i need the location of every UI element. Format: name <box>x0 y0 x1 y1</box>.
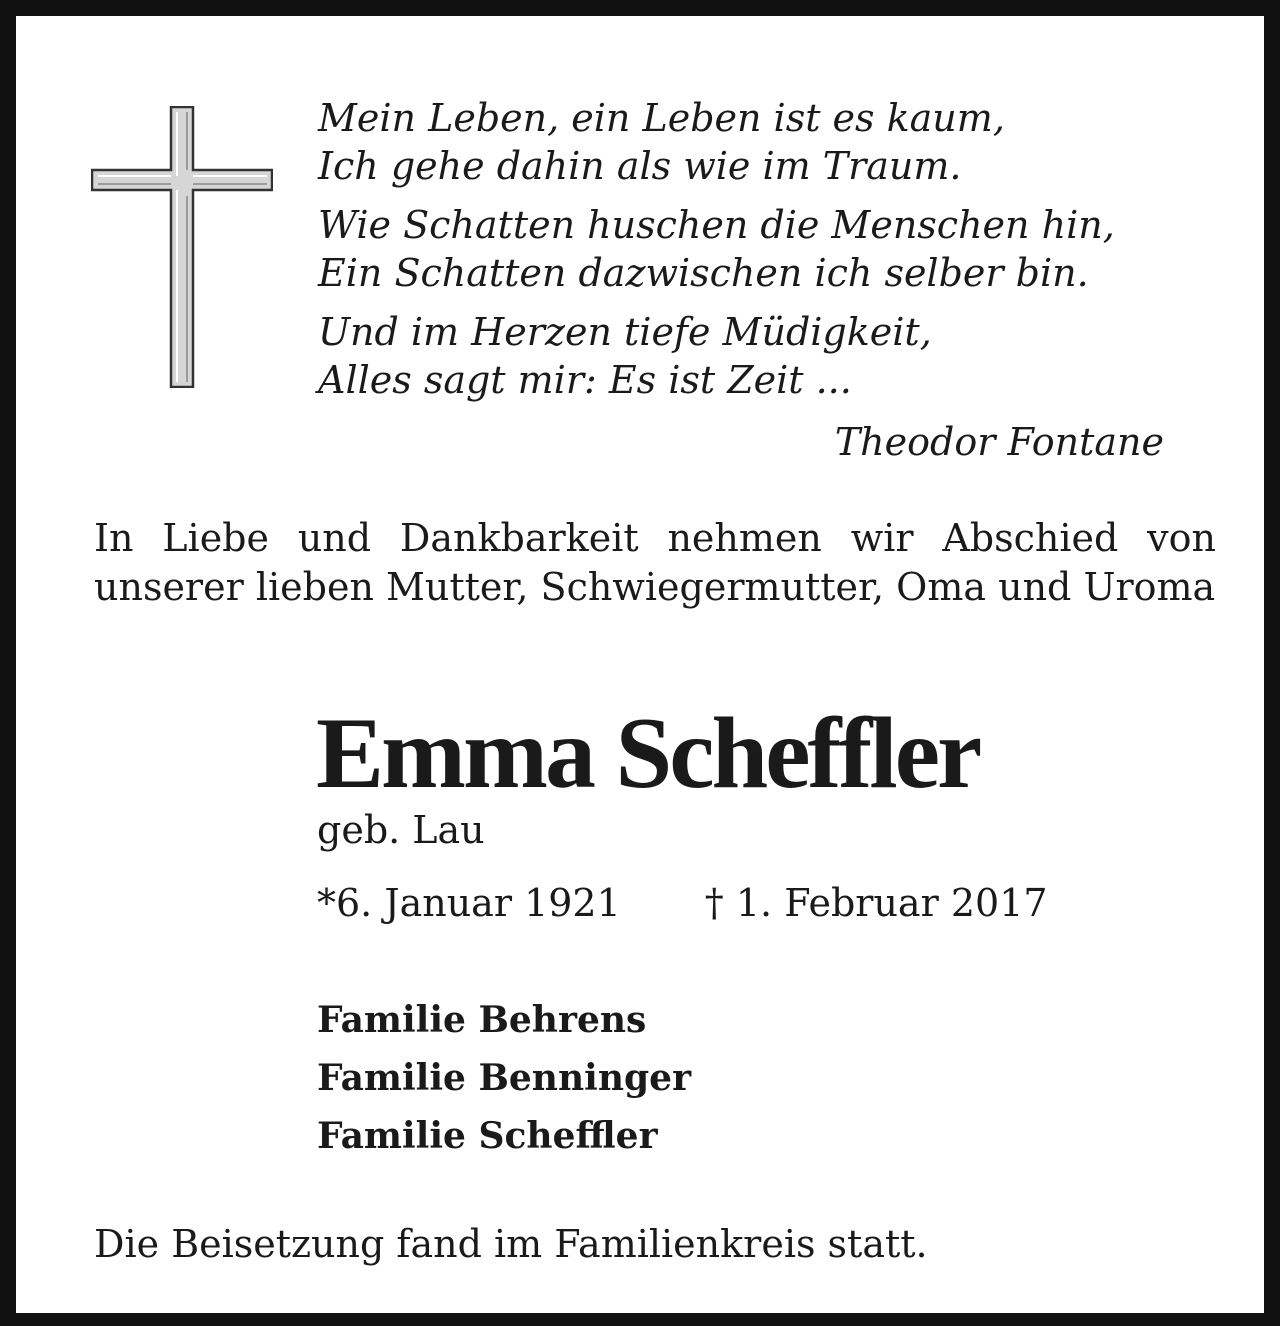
maiden-name: geb. Lau <box>317 808 485 852</box>
poem-line: Wie Schatten huschen die Menschen hin, <box>318 203 1115 247</box>
poem-line: Ich gehe dahin als wie im Traum. <box>318 144 962 188</box>
poem-stanza <box>318 308 1178 404</box>
intro-text: In Liebe und Dankbarkeit nehmen wir Abschied von unserer lieben Mutter, Schwiegermutter, Oma und Uroma <box>94 516 1216 609</box>
mourner-family: Familie Scheffler <box>317 1115 658 1157</box>
mourner-family: Familie Behrens <box>317 999 647 1041</box>
poem-line: Alles sagt mir: Es ist Zeit ... <box>318 358 852 402</box>
life-dates <box>317 879 1048 927</box>
birth-date: *6. Januar 1921 <box>317 881 621 925</box>
poem-stanza <box>318 94 1178 190</box>
death-date: † 1. Februar 2017 <box>704 881 1048 925</box>
deceased-name: Emma Scheffler <box>316 697 980 810</box>
poem-stanza <box>318 201 1178 297</box>
cross-icon <box>91 106 273 388</box>
burial-note: Die Beisetzung fand im Familienkreis statt. <box>94 1222 928 1266</box>
mourner-family: Familie Benninger <box>317 1057 692 1099</box>
poem <box>318 94 1178 415</box>
mourners-list <box>317 991 691 1165</box>
poem-author: Theodor Fontane <box>834 420 1164 464</box>
poem-line: Und im Herzen tiefe Müdigkeit, <box>318 310 932 354</box>
poem-line: Ein Schatten dazwischen ich selber bin. <box>318 251 1089 295</box>
poem-line: Mein Leben, ein Leben ist es kaum, <box>318 96 1005 140</box>
